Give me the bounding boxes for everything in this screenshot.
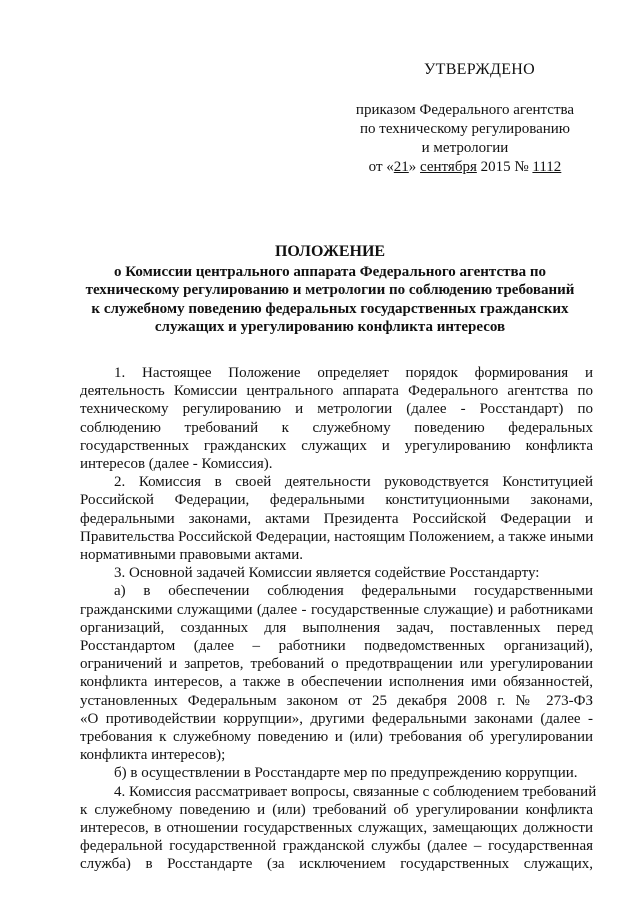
approval-order — [340, 101, 590, 177]
paragraph-line: федеральными законами, актами Президента Российской Федерации и — [80, 510, 593, 527]
paragraph-line: 2. Комиссия в своей деятельности руководствуется Конституцией — [114, 474, 593, 491]
paragraph — [80, 473, 593, 564]
document-title — [60, 243, 600, 337]
order-month: сентября — [420, 159, 477, 175]
paragraph-line: деятельность Комиссии центрального аппарата Федерального агентства по — [80, 383, 593, 400]
title-line: к служебному поведению федеральных государственных гражданских — [91, 300, 569, 317]
paragraph-line: Российской Федерации, федеральными конституционными законами, — [80, 492, 593, 509]
paragraph-line: Правительства Российской Федерации, настоящим Положением, а также иными — [80, 528, 594, 545]
paragraph-line: Росстандартом (далее – работники подведомственных организаций), — [80, 638, 593, 655]
order-line: по техническому регулированию — [359, 121, 571, 137]
paragraph — [80, 764, 593, 782]
order-date-prefix: от « — [368, 159, 394, 175]
paragraph-line: интересов (далее - Комиссия). — [80, 456, 273, 473]
paragraph-line: ограничений и запретов, требований о предотвращении или урегулировании — [80, 656, 593, 673]
paragraph-line: «О противодействии коррупции», другими федеральными законами (далее - — [80, 710, 593, 727]
paragraph — [80, 783, 597, 874]
paragraph-line: соблюдению требований к служебному поведению федеральных — [80, 419, 593, 436]
paragraph-line: установленных Федеральным законом от 25 декабря 2008 г. № 273-ФЗ — [80, 692, 593, 709]
paragraph — [80, 582, 593, 764]
title-line: техническому регулированию и метрологии по соблюдению требований — [85, 282, 575, 298]
title-line: служащих и урегулированию конфликта интересов — [154, 319, 506, 335]
paragraph-line: 3. Основной задачей Комиссии является содействие Росстандарту: — [114, 565, 540, 582]
paragraph-line: к служебному поведению и (или) требований об урегулировании конфликта — [80, 801, 593, 818]
paragraph-line: техническому регулированию и метрологии (далее - Росстандарт) по — [80, 401, 593, 418]
order-number: 1112 — [532, 159, 562, 175]
order-line: приказом Федерального агентства — [355, 102, 575, 118]
paragraph-line: б) в осуществлении в Росстандарте мер по предупреждению коррупции. — [114, 765, 578, 782]
order-date-line — [340, 158, 590, 177]
order-day: 21 — [393, 159, 409, 175]
title-main: ПОЛОЖЕНИЕ — [274, 243, 386, 260]
paragraph-line: государственных гражданских служащих и урегулированию конфликта — [80, 437, 593, 454]
paragraph-line: интересов, в отношении государственных служащих, замещающих должности — [80, 820, 593, 837]
approval-stamp: УТВЕРЖДЕНО — [424, 61, 536, 78]
paragraph-line: служба) в Росстандарте (за исключением государственных служащих, — [80, 856, 593, 873]
paragraph-line: организаций, созданных для выполнения задач, поставленных перед — [80, 619, 593, 636]
paragraph-line: нормативными правовыми актами. — [80, 547, 304, 564]
paragraph-line: конфликта интересов); — [80, 747, 226, 764]
paragraph-line: а) в обеспечении соблюдения федеральными государственными — [114, 583, 593, 600]
paragraph — [80, 564, 593, 582]
paragraph-line: 4. Комиссия рассматривает вопросы, связанные с соблюдением требований — [114, 783, 597, 800]
title-line: о Комиссии центрального аппарата Федерального агентства по — [113, 263, 547, 280]
document-body — [80, 364, 597, 874]
paragraph-line: 1. Настоящее Положение определяет порядок формирования и — [114, 365, 593, 381]
paragraph-line: гражданскими служащими (далее - государственные служащие) и работниками — [80, 601, 593, 618]
paragraph-line: конфликта интересов, а также в обеспечении исполнения ими обязанностей, — [80, 674, 593, 691]
paragraph-line: федеральной государственной гражданской службы (далее – государственная — [80, 838, 593, 855]
order-date-mid: » — [408, 159, 417, 175]
order-year: 2015 № — [480, 159, 529, 175]
order-line: и метрологии — [421, 140, 509, 156]
paragraph — [80, 364, 593, 473]
paragraph-line: требования к служебному поведению и (или) требования об урегулировании — [80, 729, 593, 746]
